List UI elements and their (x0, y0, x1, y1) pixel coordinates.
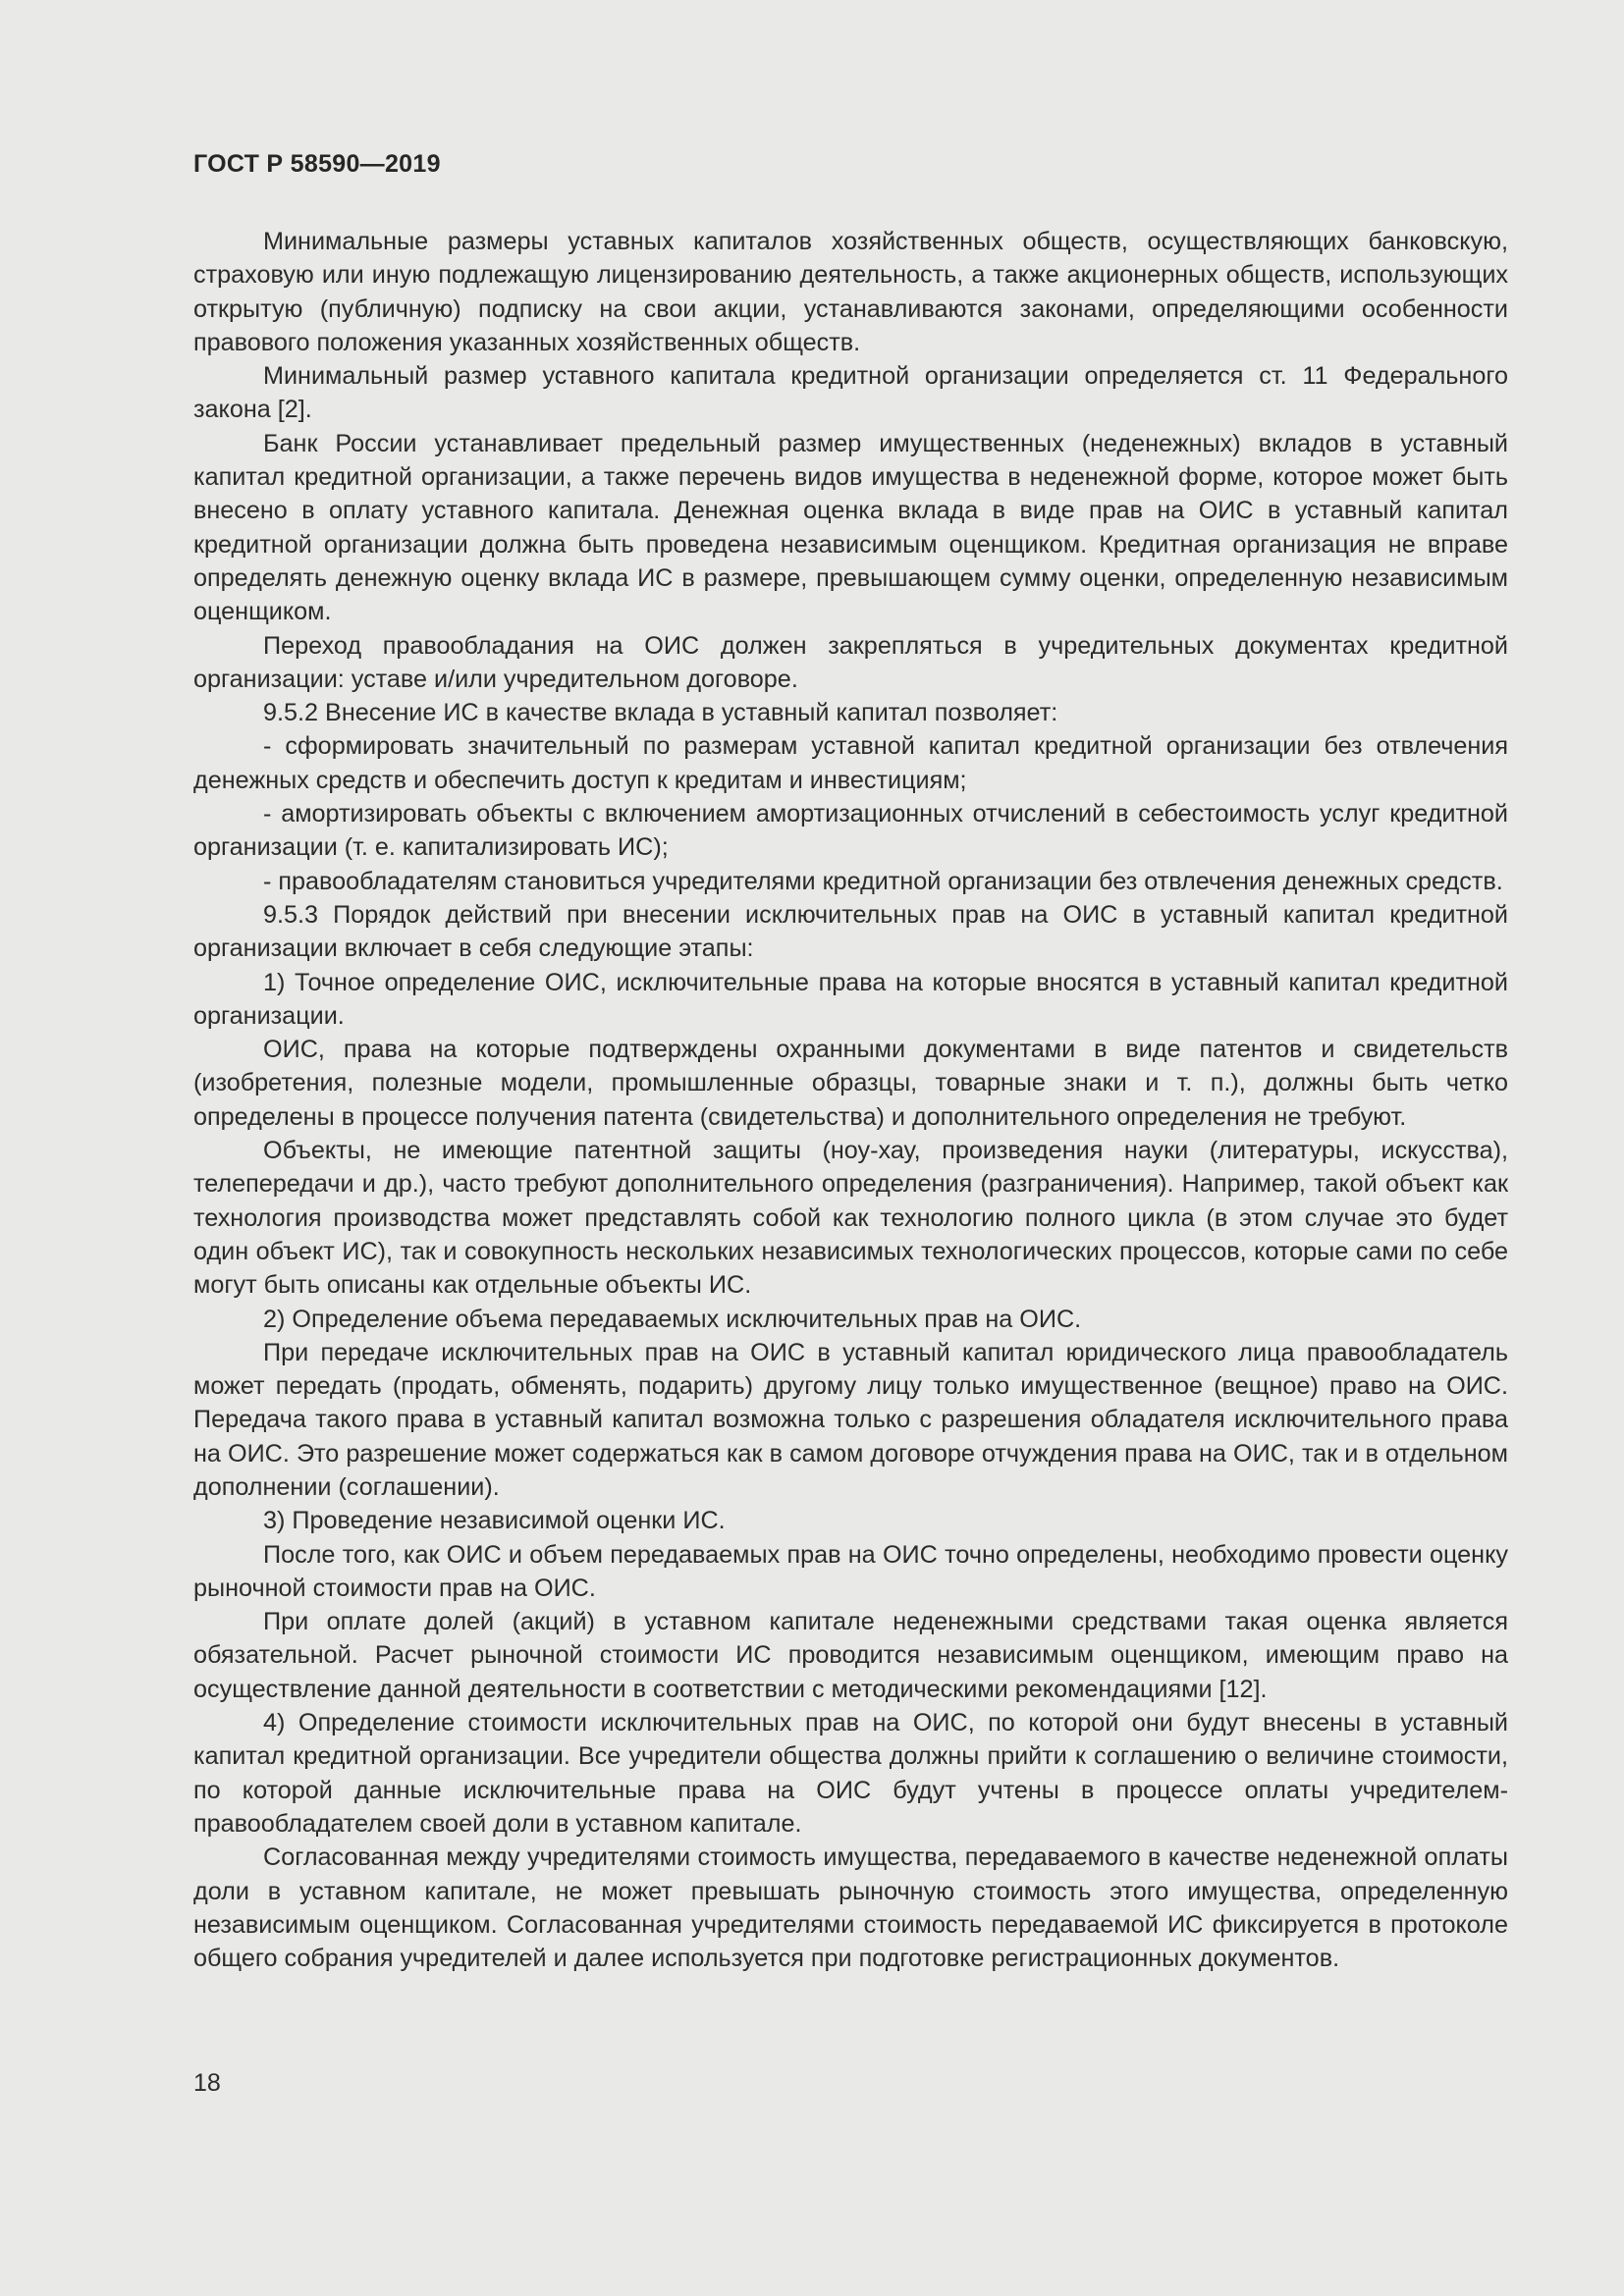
paragraph: Минимальные размеры уставных капиталов хозяйственных обществ, осуществляющих банковскую, страховую или иную подлежащую лицензированию деятельность, а также акционерных обществ, использующих открытую (публичную) подписку на свои акции, устанавливаются законами, определяющими особенности правового положения указанных хозяйственных обществ. (193, 228, 1508, 356)
document-header: ГОСТ Р 58590—2019 (193, 150, 441, 178)
paragraph: При оплате долей (акций) в уставном капитале неденежными средствами такая оценка является обязательной. Расчет рыночной стоимости ИС проводится независимым оценщиком, имеющим право на осуществление данной деятельности в соответствии с методическими рекомендациями [12]. (193, 1608, 1508, 1703)
paragraph: При передаче исключительных прав на ОИС в уставный капитал юридического лица правообладатель может передать (продать, обменять, подарить) другому лицу только имущественное (вещное) право на ОИС. Передача такого права в уставный капитал возможна только с разрешения обладателя исключительного права на ОИС. Это разрешение может содержаться как в самом договоре отчуждения права на ОИС, так и в отдельном дополнении (соглашении). (193, 1338, 1508, 1501)
paragraph: ОИС, права на которые подтверждены охранными документами в виде патентов и свидетельств (изобретения, полезные модели, промышленные образцы, товарные знаки и т. п.), должны быть четко определены в процессе получения патента (свидетельства) и дополнительного определения не требуют. (193, 1036, 1508, 1131)
list-item: - правообладателям становиться учредителями кредитной организации без отвлечения денежных средств. (263, 867, 1503, 895)
paragraph: Согласованная между учредителями стоимость имущества, передаваемого в качестве неденежной оплаты доли в уставном капитале, не может превышать рыночную стоимость этого имущества, определенную независимым оценщиком. Согласованная учредителями стоимость передаваемой ИС фиксируется в протоколе общего собрания учредителей и далее используется при подготовке регистрационных документов. (193, 1843, 1508, 1973)
paragraph: После того, как ОИС и объем передаваемых прав на ОИС точно определены, необходимо провести оценку рыночной стоимости прав на ОИС. (193, 1540, 1508, 1602)
section-heading: 9.5.2 Внесение ИС в качестве вклада в уставный капитал позволяет: (263, 699, 1058, 727)
paragraph: Объекты, не имеющие патентной защиты (ноу-хау, произведения науки (литературы, искусства), телепередачи и др.), часто требуют дополнительного определения (разграничения). Например, такой объект как технология производства может представлять собой как технологию полного цикла (в этом случае это будет один объект ИС), так и совокупность нескольких независимых технологических процессов, которые сами по себе могут быть описаны как отдельные объекты ИС. (193, 1137, 1508, 1300)
page-number: 18 (193, 2069, 221, 2097)
list-item: - амортизировать объекты с включением амортизационных отчислений в себестоимость услуг кредитной организации (т. е. капитализировать ИС); (193, 800, 1508, 862)
paragraph: Банк России устанавливает предельный размер имущественных (неденежных) вкладов в уставный капитал кредитной организации, а также перечень видов имущества в неденежной форме, которое может быть внесено в оплату уставного капитала. Денежная оценка вклада в виде прав на ОИС в уставный капитал кредитной организации должна быть проведена независимым оценщиком. Кредитная организация не вправе определять денежную оценку вклада ИС в размере, превышающем сумму оценки, определенную независимым оценщиком. (193, 429, 1508, 626)
section-heading: 9.5.3 Порядок действий при внесении исключительных прав на ОИС в уставный капитал кредитной организации включает в себя следующие этапы: (193, 900, 1508, 963)
paragraph: Минимальный размер уставного капитала кредитной организации определяется ст. 11 Федерального закона [2]. (193, 362, 1508, 424)
list-item: - сформировать значительный по размерам уставной капитал кредитной организации без отвлечения денежных средств и обеспечить доступ к кредитам и инвестициям; (193, 732, 1508, 794)
step-heading: 2) Определение объема передаваемых исключительных прав на ОИС. (263, 1305, 1082, 1333)
step-heading: 4) Определение стоимости исключительных прав на ОИС, по которой они будут внесены в уставный капитал кредитной организации. Все учредители общества должны прийти к соглашению о величине стоимости, по которой данные исключительные права на ОИС будут учтены в процессе оплаты учредителем-правообладателем своей доли в уставном капитале. (193, 1709, 1508, 1838)
document-body (193, 225, 1508, 1975)
paragraph: Переход правообладания на ОИС должен закрепляться в учредительных документах кредитной организации: уставе и/или учредительном договоре. (193, 631, 1508, 693)
step-heading: 3) Проведение независимой оценки ИС. (263, 1507, 726, 1535)
step-heading: 1) Точное определение ОИС, исключительные права на которые вносятся в уставный капитал кредитной организации. (193, 968, 1508, 1030)
